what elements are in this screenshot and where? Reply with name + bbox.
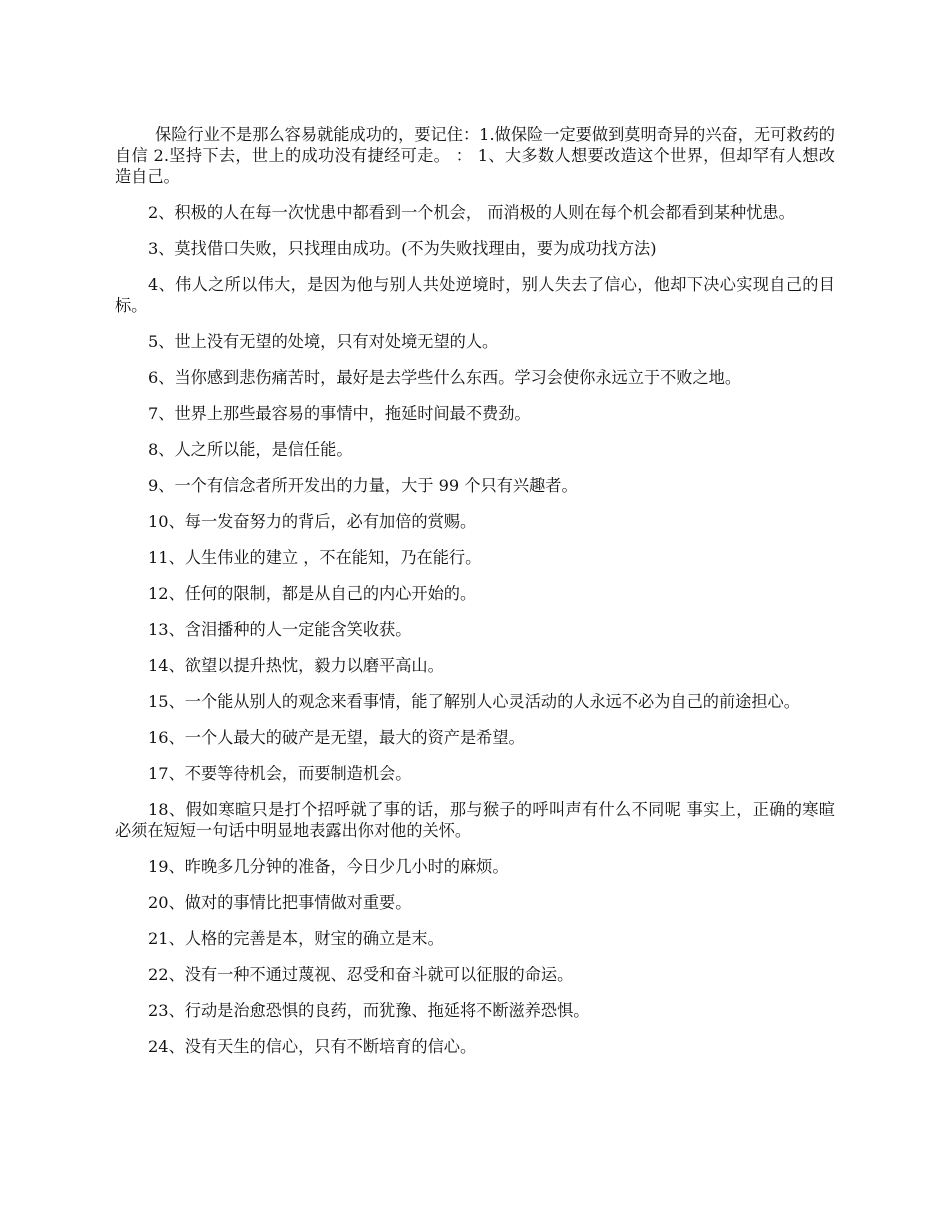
paragraph-10: 10、每一发奋努力的背后，必有加倍的赏赐。 bbox=[148, 512, 477, 531]
paragraph-16: 16、一个人最大的破产是无望，最大的资产是希望。 bbox=[148, 728, 525, 747]
paragraph-9: 9、一个有信念者所开发出的力量，大于 99 个只有兴趣者。 bbox=[148, 476, 578, 495]
paragraph-7: 7、世界上那些最容易的事情中，拖延时间最不费劲。 bbox=[148, 404, 531, 423]
paragraph-6: 6、当你感到悲伤痛苦时，最好是去学些什么东西。学习会使你永远立于不败之地。 bbox=[148, 368, 742, 387]
paragraph-12: 12、任何的限制，都是从自己的内心开始的。 bbox=[148, 584, 477, 603]
paragraph-19: 19、昨晚多几分钟的准备，今日少几小时的麻烦。 bbox=[148, 857, 509, 876]
document-body bbox=[115, 124, 835, 1072]
paragraph-23: 23、行动是治愈恐惧的良药，而犹豫、拖延将不断滋养恐惧。 bbox=[148, 1001, 590, 1020]
paragraph-8: 8、人之所以能，是信任能。 bbox=[148, 440, 353, 459]
paragraph-4: 4、伟人之所以伟大，是因为他与别人共处逆境时，别人失去了信心，他却下决心实现自己的目标。 bbox=[115, 275, 835, 315]
paragraph-2: 2、积极的人在每一次忧患中都看到一个机会， 而消极的人则在每个机会都看到某种忧患。 bbox=[148, 203, 795, 222]
paragraph-14: 14、欲望以提升热忱，毅力以磨平高山。 bbox=[148, 656, 444, 675]
paragraph-20: 20、做对的事情比把事情做对重要。 bbox=[148, 893, 412, 912]
paragraph-13: 13、含泪播种的人一定能含笑收获。 bbox=[148, 620, 412, 639]
paragraph-15: 15、一个能从别人的观念来看事情，能了解别人心灵活动的人永远不必为自己的前途担心。 bbox=[148, 692, 800, 711]
paragraph-3: 3、莫找借口失败，只找理由成功。(不为失败找理由，要为成功找方法) bbox=[148, 239, 657, 258]
paragraph-5: 5、世上没有无望的处境，只有对处境无望的人。 bbox=[148, 332, 499, 351]
paragraph-17: 17、不要等待机会，而要制造机会。 bbox=[148, 764, 412, 783]
paragraph-11: 11、人生伟业的建立 ，不在能知，乃在能行。 bbox=[148, 548, 482, 567]
paragraph-22: 22、没有一种不通过蔑视、忍受和奋斗就可以征服的命运。 bbox=[148, 965, 574, 984]
paragraph-21: 21、人格的完善是本，财宝的确立是末。 bbox=[148, 929, 444, 948]
paragraph-18: 18、假如寒暄只是打个招呼就了事的话，那与猴子的呼叫声有什么不同呢 事实上，正确的寒暄必须在短短一句话中明显地表露出你对他的关怀。 bbox=[115, 800, 835, 840]
paragraph-24: 24、没有天生的信心，只有不断培育的信心。 bbox=[148, 1037, 477, 1056]
paragraph-intro: 保险行业不是那么容易就能成功的，要记住：1.做保险一定要做到莫明奇异的兴奋，无可救药的自信 2.坚持下去，世上的成功没有捷经可走。 ： 1、大多数人想要改造这个世界，但却罕有人想改造自己。 bbox=[115, 125, 835, 186]
